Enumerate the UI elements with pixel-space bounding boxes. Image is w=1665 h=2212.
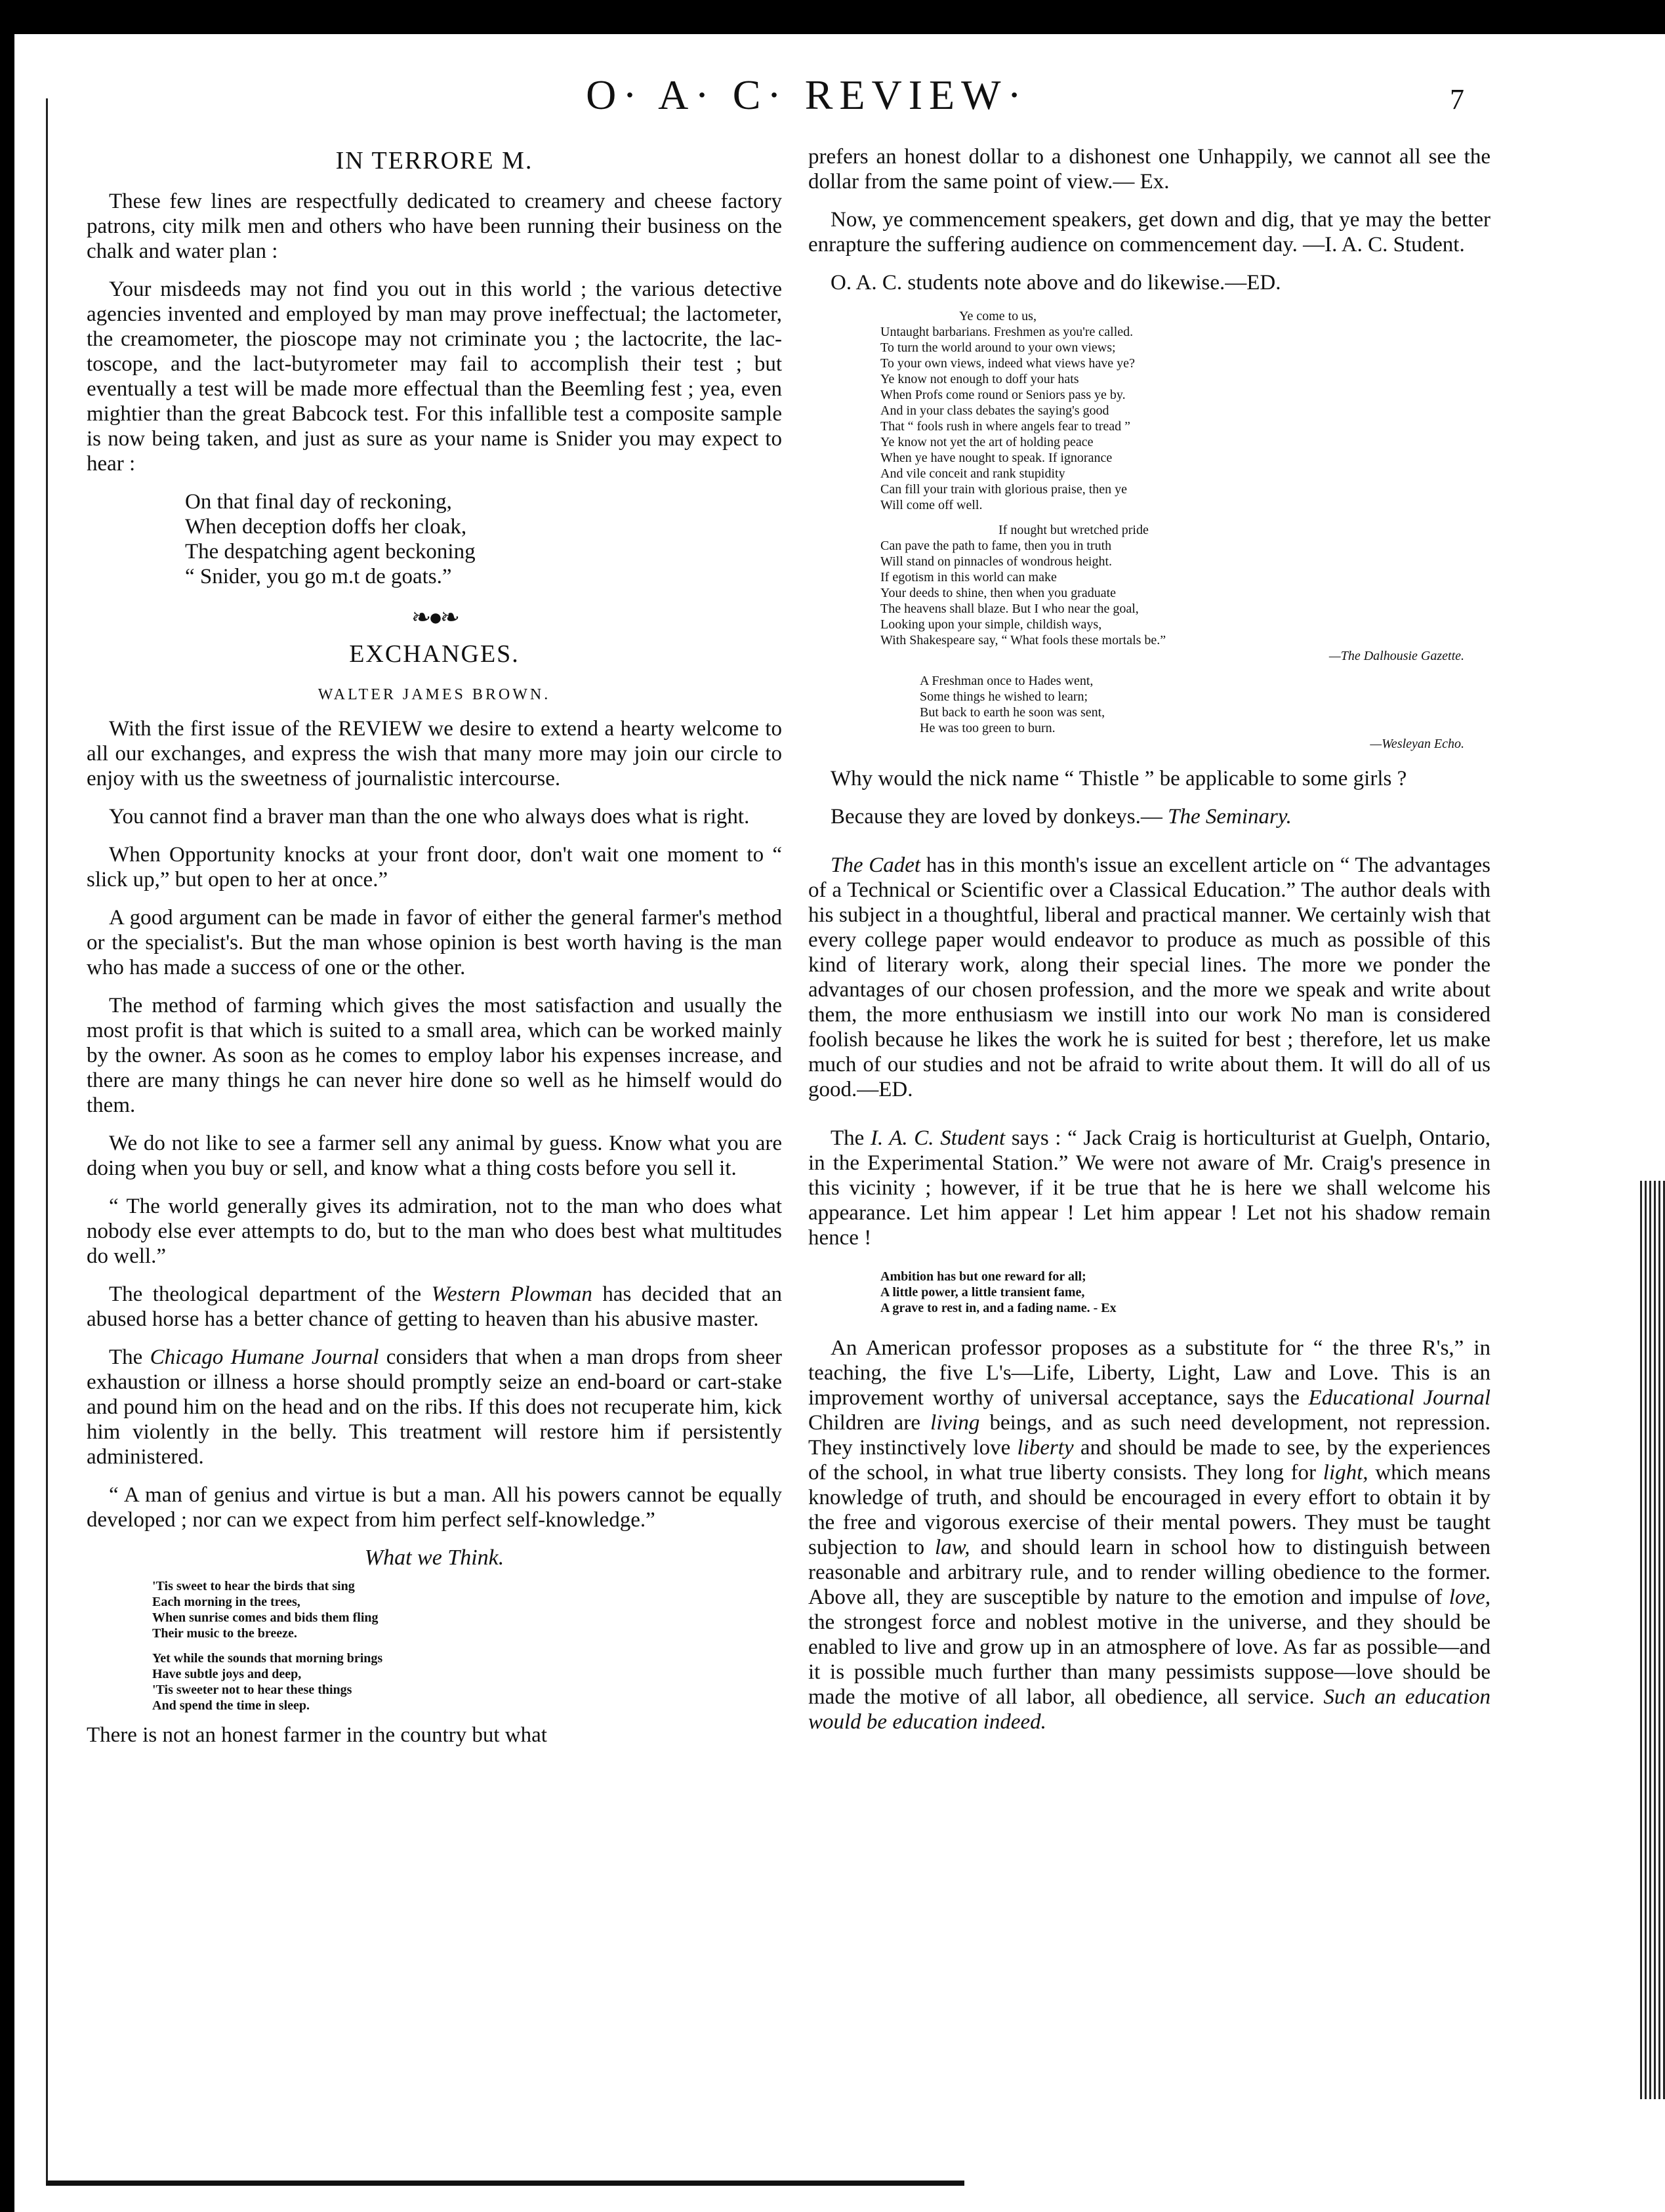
poem-line: Ye know not enough to doff your hats [880,372,1079,386]
poem-line: Ye know not yet the art of holding peace [880,435,1094,449]
paragraph [87,1282,782,1332]
poem-line: Untaught barbarians. Freshmen as you're called. [880,325,1134,339]
text: which means knowledge of truth, and should be encouraged in every effort to obtain it by the free and vigorous exercise of their mental powers. They must be taught subjection to [808,1461,1491,1559]
poem-line: Their music to the breeze. [152,1626,297,1641]
poem-line: To your own views, indeed what views have ye? [880,356,1135,371]
emphasis: liberty [1017,1436,1074,1460]
poem-line: And spend the time in sleep. [152,1698,310,1713]
paragraph: These few lines are respectfully dedicated to creamery and cheese factory patrons, city milk men and others who have been running their business on the chalk and water plan : [87,190,782,263]
text: says : “ Jack Craig is horticulturist at Guelph, Ontario, in the Experimental Station.” We were not aware of Mr. Craig's presence in this vicinity ; however, if it be true that he is here we shall welcome his appearance. Let him appear ! Let him appear ! Let not his shadow remain hence ! [808,1126,1490,1250]
epigram [880,1269,1490,1316]
poem-line: The heavens shall blaze. But I who near the goal, [880,602,1139,616]
poem-line: A Freshman once to Hades went, [920,674,1094,688]
poem-line: Your deeds to shine, then when you graduate [880,586,1117,600]
right-column [808,144,1490,1748]
stanza-gap [880,664,1490,673]
paragraph: We do not like to see a farmer sell any animal by guess. Know what you are doing when you buy or sell, and know what a thing costs before you sell it. [87,1132,782,1180]
publication-name: Educational Journal [1308,1386,1491,1410]
bottom-rule [46,2181,964,2186]
verse-line: On that final day of reckoning, [185,490,452,514]
poem-line: When sunrise comes and bids them fling [152,1610,379,1625]
text: has decided that an abused horse has a better chance of getting to heaven than his abusive master. [87,1282,782,1331]
poem-line: Each morning in the trees, [152,1595,300,1609]
paragraph: Your misdeeds may not find you out in this world ; the various detective agencies invented and employed by man may prove ineffectual; the lactometer, the creamometer, the pioscope may not criminate you ; the lactocrite, the lac-toscope, and the lact-butyrometer may fail to accomplish their test ; but eventually a test will be made more effectual than the Beemling fest ; yea, even mightier than the great Babcock test. For this infallible test a composite sample is now being taken, and just as sure as your name is Snider you may expect to hear : [87,277,782,476]
poem-line: When ye have nought to speak. If ignorance [880,451,1113,465]
stanza-gap [880,513,1490,522]
poem-line: If egotism in this world can make [880,570,1057,584]
paragraph: There is not an honest farmer in the country but what [87,1723,547,1747]
section-title-exchanges: EXCHANGES. [349,640,520,668]
poem-stanza [152,1650,782,1713]
epigram-line: A little power, a little transient fame, [880,1285,1085,1300]
ornament-icon: ❧●❧ [411,604,458,630]
scan-top-border [0,0,1665,34]
text: Because they are loved by donkeys.— [831,805,1168,829]
paragraph [808,1126,1490,1250]
poem-line: To turn the world around to your own views; [880,340,1116,355]
poem-attribution: —Wesleyan Echo. [1370,737,1464,751]
poem-line: That “ fools rush in where angels fear to tread ” [880,419,1130,434]
text: has in this month's issue an excellent article on “ The advantages of a Technical or Scientific over a Classical Education.” The author deals with his subject in a thoughtful, liberal and practical manner. We certainly wish that every college paper would endeavor to produce as much as possible of this kind of literary work, along their special lines. The more we ponder the advantages of our chosen profession, and the more we speak and write about them, the more enthusiasm we instill into our work No man is considered foolish because he likes the work he is suited for best ; therefore, let us make much of our studies and not be afraid to write about them. It will do all of us good.—ED. [808,853,1491,1101]
emphasis: law, [935,1536,970,1559]
text: considers that when a man drops from sheer exhaustion or illness a horse should promptly seize an end-board or cart-stake and pound him on the head and on the ribs. If this does not recuperate him, kick him violently in the belly. This treatment will restore him if persistently administered. [87,1345,783,1469]
scan-right-fringe [1640,1181,1665,2099]
page-edge-line [46,98,48,2184]
paragraph: O. A. C. students note above and do likewise.—ED. [831,271,1281,295]
poem [880,308,1490,752]
poem-attribution: —The Dalhousie Gazette. [1328,649,1464,663]
epigram-line: A grave to rest in, and a fading name. - Ex [880,1301,1117,1315]
publication-name: The Cadet [831,853,921,877]
text: beings, and as such need development, not repression. They instinctively love [808,1411,1490,1460]
text: and should learn in school how to distinguish between reasonable and arbitrary rule, and to render willing obedience to the former. Above all, they are susceptible by nature to the emotion and impulse of [808,1536,1490,1609]
verse-line: “ Snider, you go m.t de goats.” [185,565,452,588]
text: An American professor proposes as a substitute for “ the three R's,” in teaching, the five L's—Life, Liberty, Light, Law and Love. This is an improvement worthy of universal acceptance, says the [808,1336,1490,1410]
text: the strongest force and noblest motive in the universe, and they should be enabled to live and grow up in an atmosphere of love. As far as possible—and it is possible much further than many pessimists suppose—love should be made the motive of all labor, all obedience, all service. [808,1610,1490,1709]
paragraph: When Opportunity knocks at your front door, don't wait one moment to “ slick up,” but open to her at once.” [87,843,782,891]
page-number: 7 [1450,83,1464,115]
paragraph [808,853,1490,1102]
left-column [87,144,782,1761]
verse-line: When deception doffs her cloak, [185,515,467,539]
poem-line: But back to earth he soon was sent, [920,705,1105,720]
paragraph: Why would the nick name “ Thistle ” be applicable to some girls ? [831,767,1407,790]
poem-line: Some things he wished to learn; [920,689,1088,704]
paragraph: prefers an honest dollar to a dishonest one Unhappily, we cannot all see the dollar from the same point of view.— Ex. [808,145,1490,194]
emphasis: love, [1449,1586,1490,1609]
poem-line: Looking upon your simple, childish ways, [880,617,1102,632]
paragraph: You cannot find a braver man than the one who always does what is right. [109,805,750,829]
emphasis: living [930,1411,980,1435]
paragraph: Now, ye commencement speakers, get down and dig, that ye may the better enrapture the suffering audience on commencement day. —I. A. C. Student. [808,208,1490,256]
poem-line: And in your class debates the saying's good [880,403,1109,418]
article-title-in-terrorem: IN TERRORE M. [335,147,533,174]
emphasis: light, [1323,1461,1368,1485]
paragraph: “ The world generally gives its admiration, not to the man who does what nobody else ever attempts to do, but to the man who does best what multitudes do well.” [87,1195,782,1268]
text: Children are [808,1411,931,1435]
publication-name: The Seminary. [1168,805,1292,829]
text: and should be made to see, by the experiences of the school, in what true liberty consists. They long for [808,1436,1490,1485]
poem-line: If nought but wretched pride [998,523,1149,537]
paragraph: “ A man of genius and virtue is but a man. All his powers cannot be equally developed ; nor can we expect from him perfect self-knowledge.” [87,1483,782,1532]
publication-name: I. A. C. Student [870,1126,1006,1150]
poem-title: What we Think. [364,1546,504,1570]
poem-line: He was too green to burn. [920,721,1056,735]
verse-line: The despatching agent beckoning [185,540,476,563]
publication-name: Western Plowman [431,1282,592,1306]
paragraph: The method of farming which gives the most satisfaction and usually the most profit is that which is suited to a small area, which can be worked mainly by the owner. As soon as he comes to employ labor his expenses increase, and there are many things he can never hire done so well as he himself would do them. [87,994,782,1117]
poem-line: Ye come to us, [959,309,1037,323]
text: The [109,1345,150,1369]
paragraph [87,1345,782,1469]
poem-line: 'Tis sweeter not to hear these things [152,1683,352,1697]
poem-line: Can pave the path to fame, then you in truth [880,539,1112,553]
emphasis: Such an education would be education indeed. [808,1685,1490,1734]
paragraph [808,1336,1490,1734]
text: The theological department of the [109,1282,432,1306]
poem-line: And vile conceit and rank stupidity [880,466,1065,481]
paragraph: With the first issue of the REVIEW we desire to extend a hearty welcome to all our exchanges, and express the wish that many more may join our circle to enjoy with us the sweetness of journalistic intercourse. [87,717,782,790]
publication-name: Chicago Humane Journal [150,1345,379,1369]
byline: WALTER JAMES BROWN. [318,686,551,703]
scan-left-border [0,0,14,2212]
poem-line: With Shakespeare say, “ What fools these mortals be.” [880,633,1166,647]
poem-line: Will come off well. [880,498,983,512]
poem-line: Yet while the sounds that morning brings [152,1651,383,1666]
masthead: O· A· C· REVIEW· [586,72,1028,118]
poem-line: Will stand on pinnacles of wondrous height. [880,554,1113,569]
verse [185,489,782,589]
poem-stanza [152,1578,782,1641]
paragraph: A good argument can be made in favor of either the general farmer's method or the specialist's. But the man whose opinion is best worth having is the man who has made a success of one or the other. [87,906,782,979]
poem-line: 'Tis sweet to hear the birds that sing [152,1579,355,1593]
poem-line: When Profs come round or Seniors pass ye by. [880,388,1126,402]
text: The [831,1126,871,1150]
poem-line: Can fill your train with glorious praise, then ye [880,482,1128,497]
epigram-line: Ambition has but one reward for all; [880,1269,1086,1284]
paragraph [808,804,1490,829]
poem-line: Have subtle joys and deep, [152,1667,302,1681]
